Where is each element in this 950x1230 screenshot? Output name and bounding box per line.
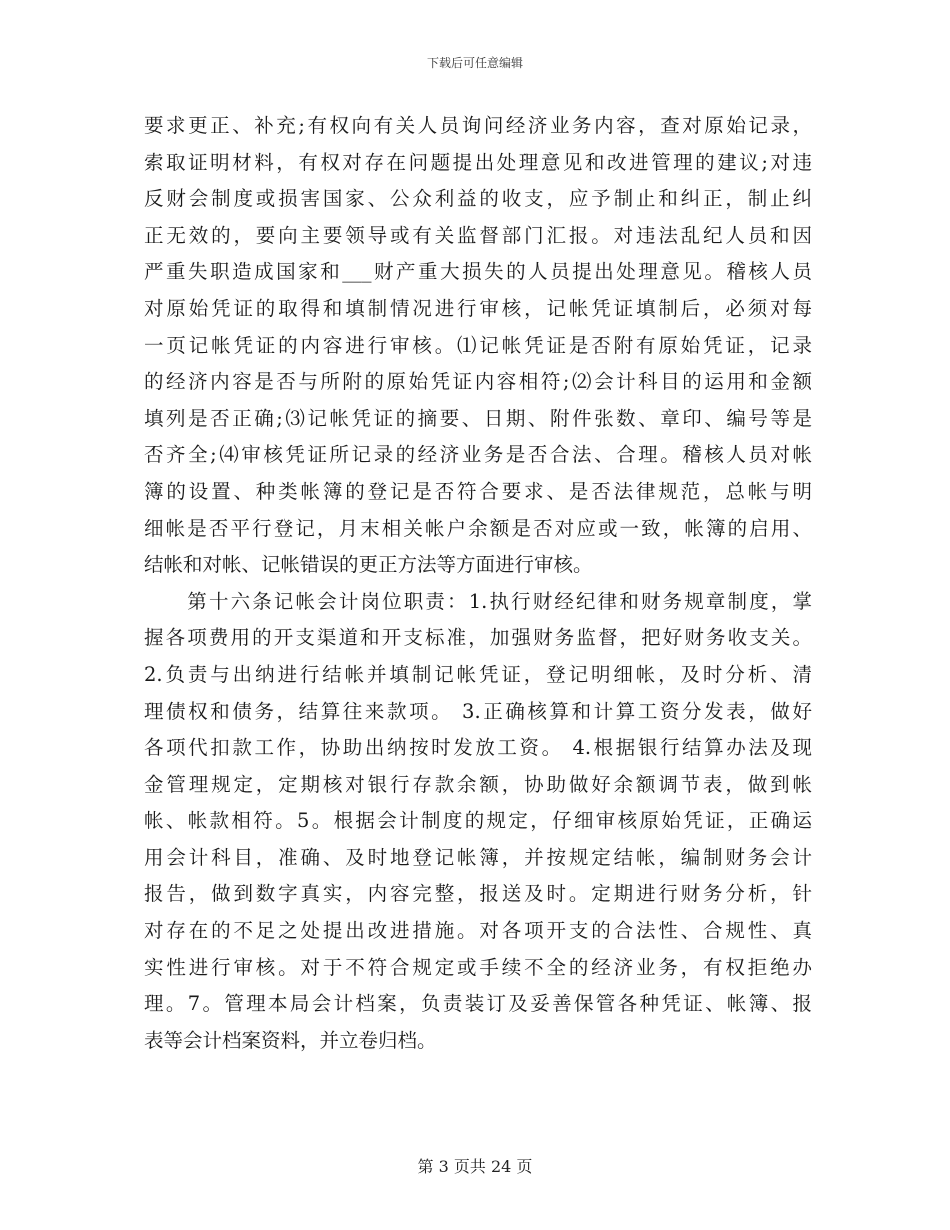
paragraph-1 [144,108,812,584]
text-line: 要求更正、补充;有权向有关人员询问经济业务内容，查对原始记录， [144,114,812,137]
document-body [144,108,812,1059]
text-line: 用会计科目，准确、及时地登记帐簿，并按规定结帐，编制财务会计 [144,845,812,869]
text-line: 各项代扣款工作，协助出纳按时发放工资。 4.根据银行结算办法及现 [144,736,812,760]
text-line: 正无效的，要向主要领导或有关监督部门汇报。对违法乱纪人员和因 [144,223,812,247]
text-line: 金管理规定，定期核对银行存款余额，协助做好余额调节表，做到帐 [144,772,812,796]
text-line: 一页记帐凭证的内容进行审核。⑴记帐凭证是否附有原始凭证，记录 [144,333,812,357]
page-number: 第 3 页共 24 页 [417,1157,533,1176]
text-line: 对存在的不足之处提出改进措施。对各项开支的合法性、合规性、真 [144,919,812,943]
text-line: 表等会计档案资料，并立卷归档。 [144,1028,437,1052]
text-line: 对原始凭证的取得和填制情况进行审核，记帐凭证填制后，必须对每 [144,296,812,320]
text-line: 第十六条记帐会计岗位职责：1.执行财经纪律和财务规章制度，掌 [144,589,812,613]
text-line: 实性进行审核。对于不符合规定或手续不全的经济业务，有权拒绝办 [144,955,812,979]
text-line: 簿的设置、种类帐簿的登记是否符合要求、是否法律规范，总帐与明 [144,479,812,503]
paragraph-2 [144,584,812,1060]
text-line: 的经济内容是否与所附的原始凭证内容相符;⑵会计科目的运用和金额 [144,370,812,394]
text-line: 理。7。管理本局会计档案，负责装订及妥善保管各种凭证、帐簿、报 [144,992,812,1016]
text-line: 握各项费用的开支渠道和开支标准，加强财务监督，把好财务收支关。 [144,626,812,650]
text-line: 细帐是否平行登记，月末相关帐户余额是否对应或一致，帐簿的启用、 [144,516,812,540]
text-line: 2.负责与出纳进行结帐并填制记帐凭证，登记明细帐，及时分析、清 [144,662,812,686]
text-line: 填列是否正确;⑶记帐凭证的摘要、日期、附件张数、章印、编号等是 [144,406,812,430]
text-line: 结帐和对帐、记帐错误的更正方法等方面进行审核。 [144,553,593,577]
text-line: 报告，做到数字真实，内容完整，报送及时。定期进行财务分析，针 [144,882,812,906]
text-line: 索取证明材料，有权对存在问题提出处理意见和改进管理的建议;对违 [144,150,812,174]
text-line: 严重失职造成国家和___财产重大损失的人员提出处理意见。稽核人员 [144,260,812,284]
text-line: 否齐全;⑷审核凭证所记录的经济业务是否合法、合理。稽核人员对帐 [144,443,812,467]
text-line: 帐、帐款相符。5。根据会计制度的规定，仔细审核原始凭证，正确运 [144,809,812,833]
page-header-note: 下载后可任意编辑 [426,56,523,70]
text-line: 理债权和债务，结算往来款项。 3.正确核算和计算工资分发表，做好 [144,699,812,723]
text-line: 反财会制度或损害国家、公众利益的收支，应予制止和纠正，制止纠 [144,187,812,211]
